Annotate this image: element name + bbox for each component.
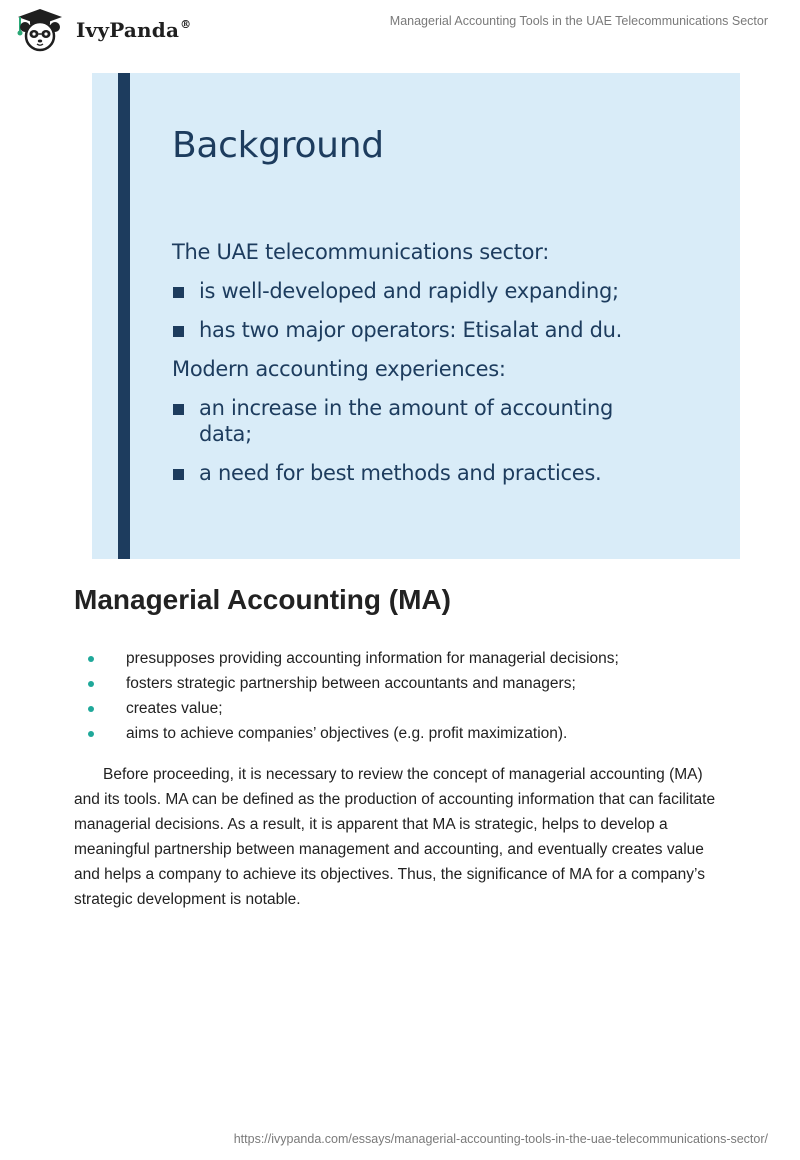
slide-bullet: an increase in the amount of accounting data; — [172, 395, 639, 447]
slide-bullet: has two major operators: Etisalat and du. — [172, 317, 712, 343]
slide-body — [172, 239, 712, 499]
slide-text-line: The UAE telecommunications sector: — [172, 240, 549, 264]
list-item: aims to achieve companies’ objectives (e.g. profit maximization). — [74, 721, 754, 746]
slide-accent-bar — [118, 73, 130, 559]
source-url[interactable]: https://ivypanda.com/essays/managerial-accounting-tools-in-the-uae-telecommunications-sector/ — [233, 1132, 768, 1146]
ma-bullet-list — [74, 646, 754, 746]
slide-bullet: is well-developed and rapidly expanding; — [172, 278, 712, 304]
slide-text-line: Modern accounting experiences: — [172, 357, 506, 381]
square-bullet-icon — [173, 287, 184, 298]
slide-title: Background — [172, 125, 384, 166]
slide-bullet: a need for best methods and practices. — [172, 460, 712, 486]
list-item: creates value; — [74, 696, 754, 721]
square-bullet-icon — [173, 469, 184, 480]
bullet-dot-icon — [88, 656, 94, 662]
document-title: Managerial Accounting Tools in the UAE Telecommunications Sector — [389, 14, 768, 28]
square-bullet-icon — [173, 404, 184, 415]
section-heading: Managerial Accounting (MA) — [74, 584, 451, 615]
panda-graduate-icon — [14, 8, 66, 52]
list-item: fosters strategic partnership between accountants and managers; — [74, 671, 754, 696]
bullet-dot-icon — [88, 706, 94, 712]
body-paragraph: Before proceeding, it is necessary to review the concept of managerial accounting (MA) and its tools. MA can be defined as the production of accounting information that can facilitate managerial decisions. As a result, it is apparent that MA is strategic, helps to develop a meaningful partnership between management and accounting, and eventually creates value and helps a company to achieve its objectives. Thus, the significance of MA for a company’s strategic development is notable. — [74, 766, 716, 908]
brand-name: IvyPanda® — [76, 18, 192, 42]
list-item: presupposes providing accounting information for managerial decisions; — [74, 646, 754, 671]
bullet-dot-icon — [88, 731, 94, 737]
square-bullet-icon — [173, 326, 184, 337]
ivypanda-logo[interactable] — [14, 8, 191, 52]
page-header — [0, 0, 800, 60]
bullet-dot-icon — [88, 681, 94, 687]
background-slide — [92, 73, 740, 559]
